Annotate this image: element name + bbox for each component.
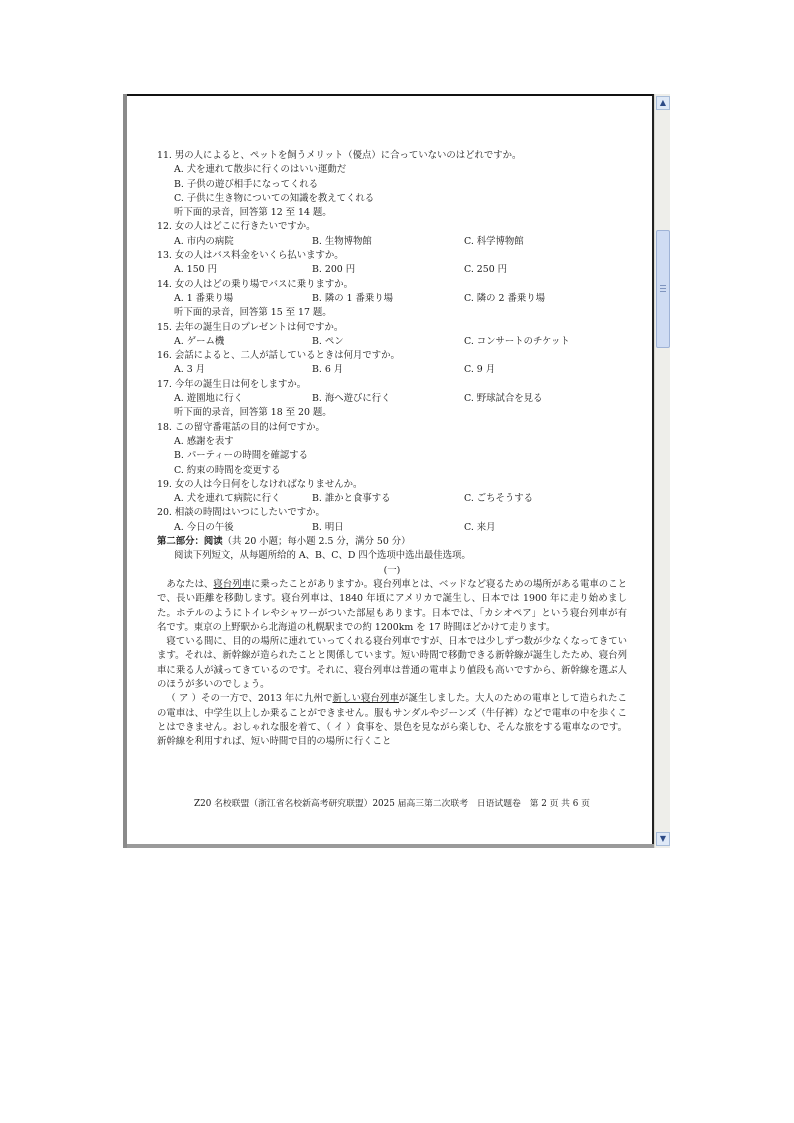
p3-text-rest: が誕生しました。大人のための電車として造られたこの電車は、中学生以上しか乗ることができません。服もサンダルやジーンズ（牛仔裤）などで電車の中を歩くことはできません。おしゃれな服を着て、（ イ ）食事を、景色を見ながら楽しむ、そんな旅をする電車なのです。新幹線を利用すれば、短い時間で目的の場所に行くこと (157, 693, 627, 748)
q12-option-b: B. 生物博物館 (312, 235, 372, 247)
question-16: 16. 会話によると、二人が話しているときは何月ですか。 (157, 350, 400, 362)
q13-option-b: B. 200 円 (312, 264, 356, 276)
page-content (157, 149, 627, 749)
question-15: 15. 去年の誕生日のプレゼントは何ですか。 (157, 321, 344, 333)
passage-paragraph-3 (157, 692, 627, 749)
q19-option-b: B. 誰かと食事する (312, 493, 391, 505)
q16-option-b: B. 6 月 (312, 364, 344, 376)
question-17: 17. 今年の誕生日は何をしますか。 (157, 378, 307, 390)
p3-text-start: （ ア ）その一方で、2013 年に九州で (166, 693, 333, 705)
p1-text-rest: に乗ったことがありますか。寝台列車とは、ベッドなど寝るための場所がある電車のことで、長い距離を移動します。寝台列車は、1840 年頃にアメリカで誕生し、日本では 1900 年に走り始めました。ホテルのようにトイレやシャワーがついた部屋もあります。日本では、「カシオペア」という寝台列車が有名です。東京の上野駅から北海道の札幌駅までの約 1200km を 17 時間ほどかけて走ります。 (157, 578, 627, 633)
listening-instruction-18-20: 听下面的录音，回答第 18 至 20 题。 (174, 407, 332, 419)
q11-option-a: A. 犬を連れて散歩に行くのはいい運動だ (174, 164, 347, 176)
passage-paragraph-2: 寝ている間に、目的の場所に連れていってくれる寝台列車ですが、日本では少しずつ数が少なくなってきています。それは、新幹線が造られたことと関係しています。短い時間で移動できる新幹線が誕生したため、寝台列車に乗る人が減ってきているのです。それに、寝台列車は普通の電車より値段も高いですから、新幹線を選ぶ人のほうが多いのでしょう。 (157, 636, 627, 690)
q14-option-a: A. 1 番乗り場 (174, 292, 234, 304)
question-11: 11. 男の人によると、ペットを飼うメリット（優点）に合っていないのはどれですか。 (157, 150, 522, 161)
scroll-up-button[interactable] (656, 96, 670, 110)
question-12: 12. 女の人はどこに行きたいですか。 (157, 221, 316, 233)
passage-number: (一) (383, 564, 401, 576)
scrollbar-thumb[interactable] (656, 230, 670, 348)
p3-underlined-term: 新しい寝台列車 (332, 693, 399, 705)
q14-option-b: B. 隣の 1 番乗り場 (312, 292, 394, 304)
scroll-down-button[interactable] (656, 832, 670, 846)
q20-option-a: A. 今日の午後 (174, 521, 234, 533)
question-13: 13. 女の人はバス料金をいくら払いますか。 (157, 250, 344, 262)
page-bottom-edge (127, 844, 654, 848)
q17-option-c: C. 野球試合を見る (464, 393, 543, 405)
page-footer: Z20 名校联盟（浙江省名校新高考研究联盟）2025 届高三第二次联考 日语试题卷 第 2 页 共 6 页 (194, 799, 590, 809)
q19-option-a: A. 犬を連れて病院に行く (174, 493, 281, 505)
question-14: 14. 女の人はどの乗り場でバスに乗りますか。 (157, 278, 354, 290)
q13-options (157, 263, 627, 277)
p1-underlined-term: 寝台列車 (213, 578, 251, 590)
q18-option-c: C. 約束の時間を変更する (174, 464, 281, 476)
passage-paragraph-1 (157, 578, 627, 635)
q15-option-c: C. コンサートのチケット (464, 335, 570, 347)
grip-line-icon (660, 288, 666, 289)
q20-options (157, 521, 627, 535)
vertical-scrollbar[interactable] (654, 94, 670, 848)
q13-option-a: A. 150 円 (174, 264, 217, 276)
p1-text-start: あなたは、 (166, 578, 214, 590)
q18-option-a: A. 感謝を表す (174, 435, 234, 447)
q14-options (157, 292, 627, 306)
grip-line-icon (660, 285, 666, 286)
q11-option-b: B. 子供の遊び相手になってくれる (174, 178, 319, 190)
q15-options (157, 335, 627, 349)
q12-option-a: A. 市内の病院 (174, 235, 234, 247)
reading-instruction: 阅读下列短文，从每题所给的 A、B、C、D 四个选项中选出最佳选项。 (174, 550, 471, 562)
arrow-down-icon: ▼ (659, 834, 667, 843)
q14-option-c: C. 隣の 2 番乗り場 (464, 292, 545, 304)
q19-options (157, 492, 627, 506)
listening-instruction-15-17: 听下面的录音，回答第 15 至 17 题。 (174, 307, 332, 319)
q20-option-b: B. 明日 (312, 521, 344, 533)
grip-line-icon (660, 291, 666, 292)
q15-option-b: B. ペン (312, 335, 344, 347)
q15-option-a: A. ゲーム機 (174, 335, 225, 347)
question-18: 18. この留守番電話の目的は何ですか。 (157, 421, 325, 433)
q16-option-c: C. 9 月 (464, 364, 496, 376)
q18-option-b: B. パーティーの時間を確認する (174, 450, 308, 462)
document-page (127, 94, 654, 844)
q16-option-a: A. 3 月 (174, 364, 206, 376)
q17-option-a: A. 遊園地に行く (174, 393, 243, 405)
question-20: 20. 相談の時間はいつにしたいですか。 (157, 507, 325, 519)
arrow-up-icon: ▲ (659, 98, 667, 107)
q17-options (157, 392, 627, 406)
q12-option-c: C. 科学博物館 (464, 235, 524, 247)
q17-option-b: B. 海へ遊びに行く (312, 393, 391, 405)
q12-options (157, 235, 627, 249)
q13-option-c: C. 250 円 (464, 264, 508, 276)
q16-options (157, 363, 627, 377)
part2-heading-title: 第二部分：阅读 (157, 536, 223, 548)
listening-instruction-12-14: 听下面的录音，回答第 12 至 14 题。 (174, 207, 332, 219)
question-19: 19. 女の人は今日何をしなければなりませんか。 (157, 478, 363, 490)
part2-heading (157, 535, 627, 549)
part2-heading-scoring: （共 20 小题；每小题 2.5 分，满分 50 分） (222, 536, 411, 548)
q20-option-c: C. 来月 (464, 521, 496, 533)
q19-option-c: C. ごちそうする (464, 493, 534, 505)
document-viewer (123, 94, 670, 848)
q11-option-c: C. 子供に生き物についての知識を教えてくれる (174, 192, 375, 204)
